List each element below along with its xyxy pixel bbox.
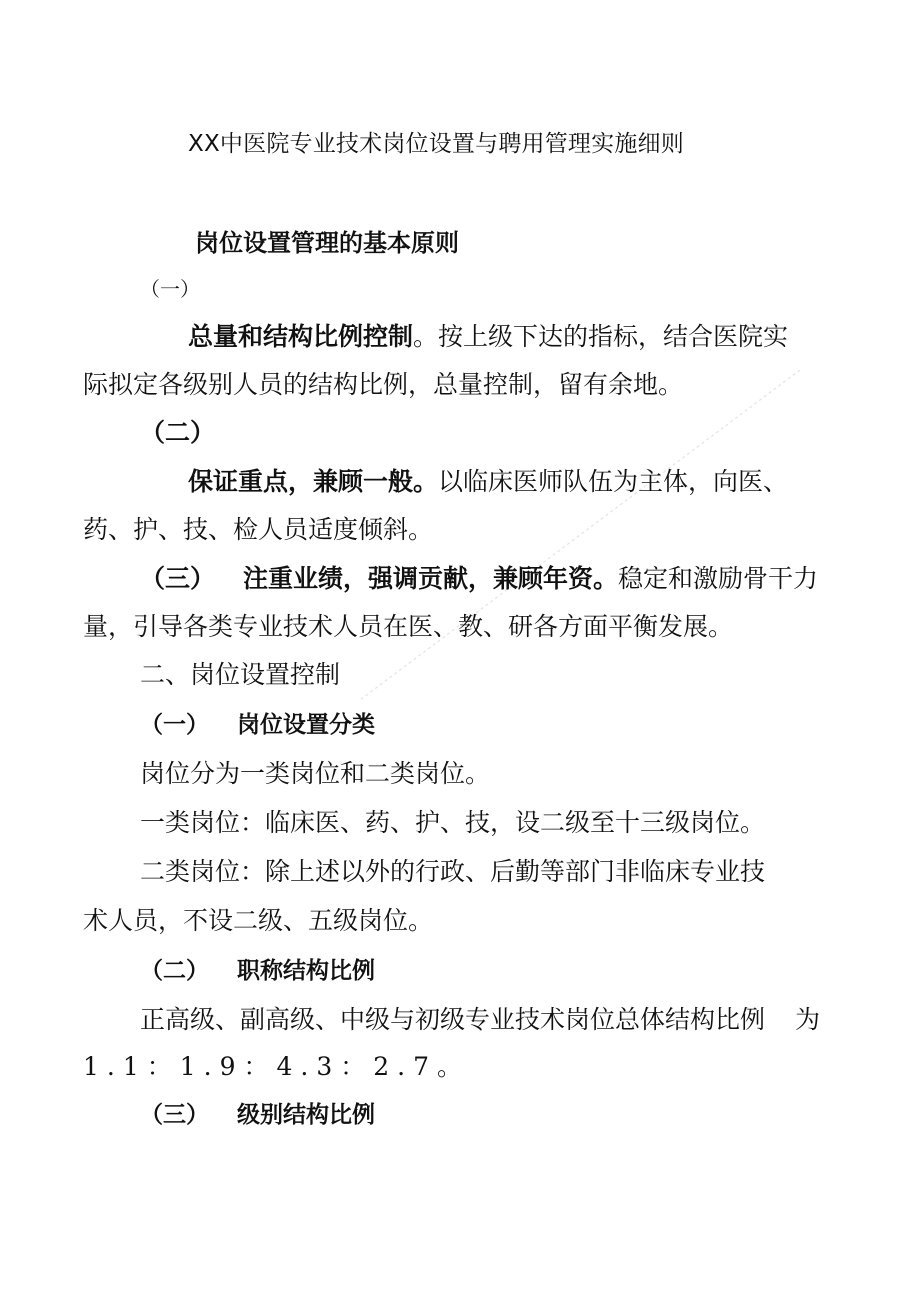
subsection-title-3: 级别结构比例	[237, 1102, 375, 1128]
item-label-2: （二）	[140, 418, 216, 447]
item-text-3a: 稳定和激励骨干力	[618, 564, 819, 593]
section-heading-control: 二、岗位设置控制	[140, 660, 341, 689]
item-text-1a: 。按上级下达的指标，结合医院实	[413, 322, 789, 351]
item-text-1b: 际拟定各级别人员的结构比例，总量控制，留有余地。	[83, 370, 684, 399]
item-lead-1: 总量和结构比例控制	[188, 322, 414, 351]
item-label-1: （一）	[140, 277, 200, 301]
subsection-heading-3	[140, 1097, 375, 1132]
item-text-2b: 药、护、技、检人员适度倾斜。	[83, 515, 434, 544]
paragraph-type-one: 一类岗位：临床医、药、护、技，设二级至十三级岗位。	[140, 808, 766, 837]
document-title: XX中医院专业技术岗位设置与聘用管理实施细则	[188, 131, 684, 157]
item-label-3: （三）	[140, 564, 216, 593]
subsection-label-2: （二）	[140, 958, 209, 984]
item-text-2a: 以临床医师队伍为主体，向医、	[438, 467, 789, 496]
subsection-label-1: （一）	[140, 712, 209, 738]
subsection-title-1: 岗位设置分类	[237, 712, 375, 738]
ratio-value: 1.1：1.9：4.3：2.7。	[83, 1052, 471, 1081]
subsection-heading-2	[140, 953, 375, 988]
subsection-heading-1	[140, 707, 375, 742]
section-heading-principles: 岗位设置管理的基本原则	[195, 229, 459, 257]
paragraph-type-two-b: 术人员，不设二级、五级岗位。	[83, 906, 434, 935]
paragraph-ratio-intro	[140, 1003, 820, 1037]
paragraph-line	[188, 465, 788, 499]
paragraph-line	[188, 320, 788, 354]
paragraph-type-two-a: 二类岗位：除上述以外的行政、后勤等部门非临床专业技	[140, 857, 766, 886]
item-lead-3: 注重业绩，强调贡献，兼顾年资。	[243, 564, 619, 593]
paragraph-line	[140, 562, 818, 596]
ratio-intro-text: 正高级、副高级、中级与初级专业技术岗位总体结构比例	[140, 1005, 766, 1034]
item-text-3b: 量，引导各类专业技术人员在医、教、研各方面平衡发展。	[83, 612, 734, 641]
subsection-label-3: （三）	[140, 1102, 209, 1128]
ratio-intro-end: 为	[795, 1005, 821, 1034]
item-lead-2: 保证重点，兼顾一般。	[188, 467, 439, 496]
paragraph-types: 岗位分为一类岗位和二类岗位。	[140, 759, 491, 788]
subsection-title-2: 职称结构比例	[237, 958, 375, 984]
